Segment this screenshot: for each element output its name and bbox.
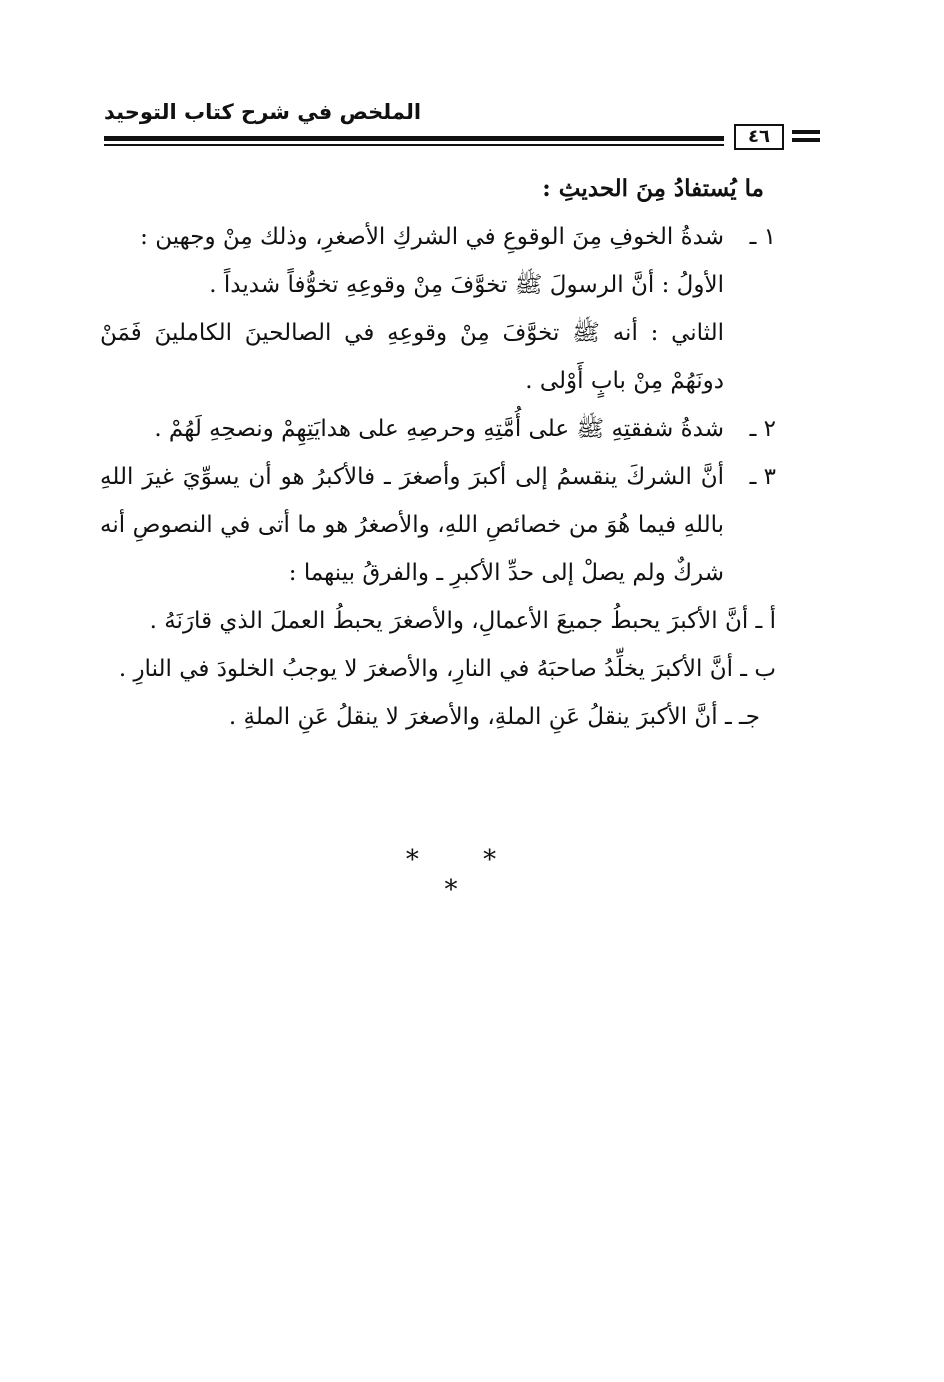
sub-point: أ ـ أنَّ الأكبرَ يحبطُ جميعَ الأعمالِ، والأصغرَ يحبطُ العملَ الذي قارَنَهُ . <box>149 608 776 634</box>
page-number: ٤٦ <box>734 124 784 150</box>
item-text: أنَّ الشركَ ينقسمُ إلى أكبرَ وأصغرَ ـ فالأكبرُ هو أن يسوِّيَ غيرَ اللهِ باللهِ فيما هُوَ من خصائصِ اللهِ، والأصغرُ هو ما أتى في النصوصِ أنه شركٌ ولم يصلْ إلى حدِّ الأكبرِ ـ والفرقُ بينهما : <box>100 464 724 586</box>
sub-point: جـ ـ أنَّ الأكبرَ ينقلُ عَنِ الملةِ، والأصغرَ لا ينقلُ عَنِ الملةِ . <box>228 704 760 730</box>
list-item <box>100 405 776 453</box>
item-number: ٣ ـ <box>749 464 776 490</box>
sub-point: الثاني : أنه ﷺ تخوَّفَ مِنْ وقوعِهِ في الصالحينَ الكاملينَ فَمَنْ دونَهُمْ مِنْ بابٍ أَوْلى . <box>100 320 724 394</box>
item-text: شدةُ شفقتِهِ ﷺ على أُمَّتِهِ وحرصِهِ على هدايَتِهِمْ ونصحِهِ لَهُمْ . <box>154 416 724 442</box>
running-title: الملخص في شرح كتاب التوحيد <box>104 100 422 124</box>
page-header <box>104 92 784 162</box>
sub-point: الأولُ : أنَّ الرسولَ ﷺ تخوَّفَ مِنْ وقوعِهِ تخوُّفاً شديداً . <box>209 272 724 298</box>
header-rule <box>104 136 724 141</box>
item-text: شدةُ الخوفِ مِنَ الوقوعِ في الشركِ الأصغرِ، وذلك مِنْ وجهين : <box>140 224 724 250</box>
list-item <box>100 213 776 405</box>
header-rule-thin <box>104 144 724 146</box>
header-ornament <box>792 138 820 142</box>
sub-point: ب ـ أنَّ الأكبرَ يخلِّدُ صاحبَهُ في النارِ، والأصغرَ لا يوجبُ الخلودَ في النارِ . <box>118 656 776 682</box>
section-separator: * * * <box>405 845 525 905</box>
list-item <box>100 453 776 597</box>
section-heading: ما يُستفادُ مِنَ الحديثِ : <box>542 175 764 202</box>
item-number: ١ ـ <box>749 224 776 250</box>
item-number: ٢ ـ <box>749 416 776 442</box>
header-ornament <box>792 130 820 134</box>
page-content <box>100 165 776 741</box>
